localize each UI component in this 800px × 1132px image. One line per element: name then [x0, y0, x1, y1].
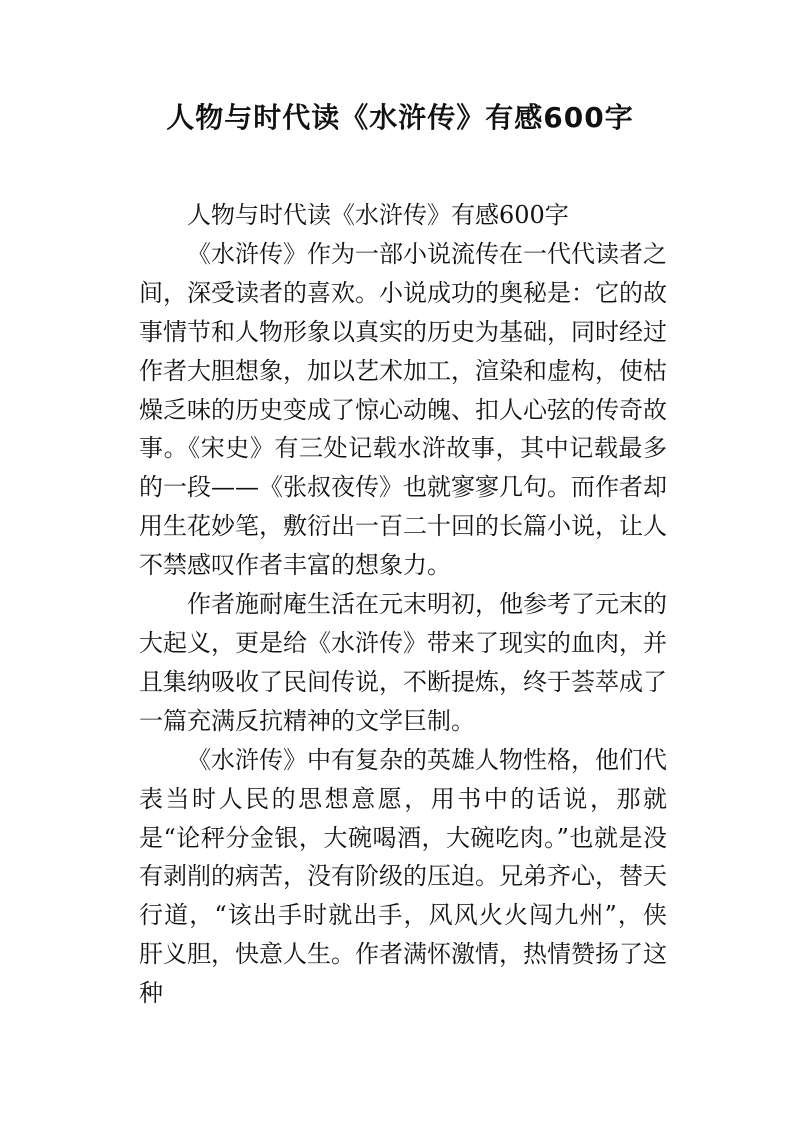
body-paragraph: 《水浒传》作为一部小说流传在一代代读者之间，深受读者的喜欢。小说成功的奥秘是：它的故事情节和人物形象以真实的历史为基础，同时经过作者大胆想象，加以艺术加工，渲染和虚构，使枯燥乏味的历史变成了惊心动魄、扣人心弦的传奇故事。《宋史》有三处记载水浒故事，其中记载最多的一段——《张叔夜传》也就寥寥几句。而作者却用生花妙笔，敷衍出一百二十回的长篇小说，让人不禁感叹作者丰富的想象力。 — [139, 239, 667, 580]
document-title: 人物与时代读《水浒传》有感600字 — [166, 101, 634, 134]
document-subtitle: 人物与时代读《水浒传》有感600字 — [187, 201, 569, 229]
document-body — [139, 196, 667, 1013]
body-paragraph: 《水浒传》中有复杂的英雄人物性格，他们代表当时人民的思想意愿，用书中的话说，那就是“论秤分金银，大碗喝酒，大碗吃肉。”也就是没有剥削的病苦，没有阶级的压迫。兄弟齐心，替天行道，“该出手时就出手，风风火火闯九州”，侠肝义胆，快意人生。作者满怀激情，热情赞扬了这种 — [139, 745, 667, 1008]
body-paragraph: 作者施耐庵生活在元末明初，他参考了元末的大起义，更是给《水浒传》带来了现实的血肉，并且集纳吸收了民间传说，不断提炼，终于荟萃成了一篇充满反抗精神的文学巨制。 — [139, 590, 667, 735]
